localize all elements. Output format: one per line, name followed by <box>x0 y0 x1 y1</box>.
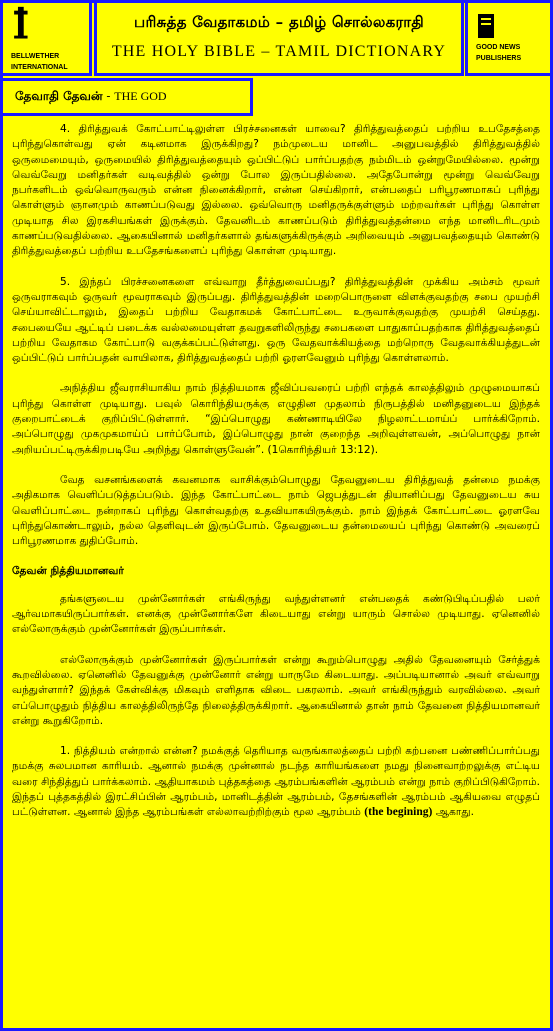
paragraph-4: 4. திரித்துவக் கோட்பாட்டிலுள்ள பிரச்சனைகள் யாவை? திரித்துவத்தைப் பற்றிய உபதேசத்தை புரிந்துகொள்வது ஏன் கடினமாக இருக்கிறது? நம்முடைய மானிட அனுபவத்தில் திரித்துவத்தில் ஒருமைமையும், ஒருமையில் திரித்துவத்தையும் ஒப்பிட்டுப் பார்ப்பதற்கு நம்மிடம் ஒன்றுமேயில்லை. மூன்று வெவ்வேறு மனிதர்கள் வடிவத்தில் ஒன்று போல இருப்பதில்லை. அதேபோன்று மூன்று வெவ்வேறு நபர்களிடம் ஒவ்வொருவரும் என்ன நினைக்கிறார், என்ன செய்கிறார், என்பதைப் பரிபூரணமாகப் புரிந்து கொள்ளும் ஞானமும் காணப்படுவது இல்லை. ஒவ்வொரு மனிதருக்குள்ளும் மற்றவர்கள் புரிந்து கொள்ள முடியாத சில இரகசியங்கள் இருக்கும். தேவனிடம் காணப்படும் திரித்துவத்தன்மை எந்த மானிடரிடமும் காணப்படுவதில்லை. ஆகையினால் மனிதர்களால் தங்களுக்கிருக்கும் அறிவையும் அனுபவத்தையும் கொண்டு திரித்துவத்தைப் பற்றிய உபதேசங்களைப் புரிந்து கொள்ள முடியாது. <box>12 123 540 258</box>
title-banner <box>94 0 464 76</box>
article-body <box>12 122 540 836</box>
paragraph-paul: அநித்திய ஜீவராசியாகிய நாம் நித்தியமாக ஜீவிப்பவரைப் பற்றி எந்தக் காலத்திலும் முழுமையாகப் புரிந்து கொள்ள முடியாது. பவுல் கொரிந்தியருக்கு எழுதின முதலாம் நிருபத்தில் மனிதனுடைய இந்தக் குறைபாட்டைக் குறிப்பிட்டுள்ளார். “இப்பொழுது கண்ணாடியிலே நிழலாட்டமாய்ப் பார்க்கிறோம். அப்பொழுது முகமுகமாய்ப் பார்ப்போம், இப்பொழுது நான் குறைந்த அறிவுள்ளவன், அப்பொழுது நான் அறியப்பட்டிருக்கிறபடியே அறிந்து கொள்ளுவேன்”. (1கொரிந்தியர் 13:12). <box>12 382 540 456</box>
publisher-logo-icon <box>11 3 71 51</box>
english-term: (the begining) <box>364 806 433 819</box>
logo-line-2: PUBLISHERS <box>476 55 522 62</box>
paragraph-5: 5. இந்தப் பிரச்சனைகளை எவ்வாறு தீர்த்துவைப்பது? திரித்துவத்தின் முக்கிய அம்சம் மூவர் ஒருவராகவும் ஒருவர் மூவராகவும் இருப்பது. திரித்துவத்தின் மறைபொருளை விளக்குவதற்கு சபை முயற்சி செய்யாவிட்டாலும், இதைப் பற்றிய வேதாகமக் கோட்பாட்டை உருவாக்குவதற்கு முயற்சி செய்தது. சபையையே ஆட்டிப் படைக்க வல்லமையுள்ள தவறுகளிலிருந்து சபைகளை பாதுகாப்பதற்காக திரித்துவத்தைப் பற்றிய வேதாகம கோட்பாடு வகுக்கப்பட்டுள்ளது. ஒரு வேதவாக்கியத்தை மற்றொரு வேதவாக்கியத்துடன் ஒப்பிட்டுப் பார்ப்பதன் வாயிலாக, திரித்துவத்தைப் பற்றி ஓரளவேனும் புரிந்து கொள்ளலாம். <box>12 275 540 365</box>
paragraph-eternity <box>12 744 540 820</box>
paragraph-ancestors: தங்களுடைய முன்னோர்கள் எங்கிருந்து வந்துள்ளனர் என்பதைக் கண்டுபிடிப்பதில் பலர் ஆர்வமாகயிருப்பார்கள். எனக்கு முன்னோர்களே கிடையாது என்று யாரும் சொல்ல முடியாது. ஏனெனில் எல்லோருக்கும் முன்னோர்கள் இருப்பார்கள். <box>12 592 540 636</box>
eternity-text: 1. நித்தியம் என்றால் என்ன? நமக்குத் தெரியாத வருங்காலத்தைப் பற்றி கற்பனை பண்ணிப்பார்ப்பது நமக்கு சுலபமான காரியம். ஆனால் நமக்கு முன்னால் நடந்த காரியங்களை நமது நினைவாற்றலுக்கு எட்டிய வரை சிந்தித்துப் பார்க்கலாம். ஆதியாகமம் புத்தகத்தை ஆரம்பங்களின் ஆரம்பம் என்று நாம் குறிப்பிடுகிறோம். இந்தப் புத்தகத்தில் இரட்சிப்பின் ஆரம்பம், மானிடத்தின் ஆரம்பம், தேசங்களின் ஆரம்பம் ஆகியவை எழுதப் பட்டுள்ளன. ஆனால் இந்த ஆரம்பங்கள் எல்லாவற்றிற்கும் மூல ஆரம்பம் <box>12 745 540 819</box>
section-heading: தேவன் நித்தியமானவர் <box>12 565 124 578</box>
title-english: THE HOLY BIBLE – TAMIL DICTIONARY <box>111 43 447 60</box>
section-title-english: THE GOD <box>114 89 167 103</box>
book-logo-icon <box>476 12 498 42</box>
title-tamil: பரிசுத்த வேதாகமம் – தமிழ் சொல்லகராதி <box>133 13 425 31</box>
section-title <box>0 78 253 116</box>
logo-line-1: GOOD NEWS <box>476 44 521 51</box>
good-news-logo <box>465 0 553 76</box>
section-title-separator: - <box>102 89 115 103</box>
paragraph-scripture: வேத வசனங்களைக் கவனமாக வாசிக்கும்பொழுது தேவனுடைய திரித்துவத் தன்மை நமக்கு அதிகமாக வெளிப்படுத்தப்படும். இந்த கோட்பாட்டை நாம் ஜெபத்துடன் தியானிப்பது தேவனுடைய சுய வெளிப்பாட்டை நன்றாகப் புரிந்து கொள்வதற்கு உதவியாகயிருக்கும். நாம் இந்தக் கோட்பாட்டை ஓரளவே புரிந்துகொண்டாலும், நல்ல தெளிவுடன் இருப்போம். தேவனுடைய தன்மையைப் புரிந்து கொண்டு அவரைப் பரிபூரணமாக துதிப்போம். <box>12 473 540 548</box>
logo-line-1: BELLWETHER <box>11 53 60 60</box>
bellwether-logo <box>0 0 92 76</box>
paragraph-god-ancestors: எல்லோருக்கும் முன்னோர்கள் இருப்பார்கள் என்று கூறும்பொழுது அதில் தேவனையும் சேர்த்துக் கூறவில்லை. ஏனெனில் தேவனுக்கு முன்னோர் என்று யாருமே கிடையாது. அப்படியானால் அவர் எவ்வாறு வந்துள்ளார்? இந்தக் கேள்விக்கு மிகவும் எளிதாக விடை பகரலாம். அவர் எங்கிருந்தும் வரவில்லை. அவர் எப்பொழுதும் நித்திய காலத்திலிருந்தே நிலைத்திருக்கிறார். ஆகையினால் தான் நாம் தேவனை நித்தியமானவர் என்று கூறுகிறோம். <box>12 653 540 727</box>
logo-line-2: INTERNATIONAL <box>11 64 68 71</box>
section-title-tamil: தேவாதி தேவன் <box>15 89 103 103</box>
eternity-end: ஆகாது. <box>435 806 474 819</box>
